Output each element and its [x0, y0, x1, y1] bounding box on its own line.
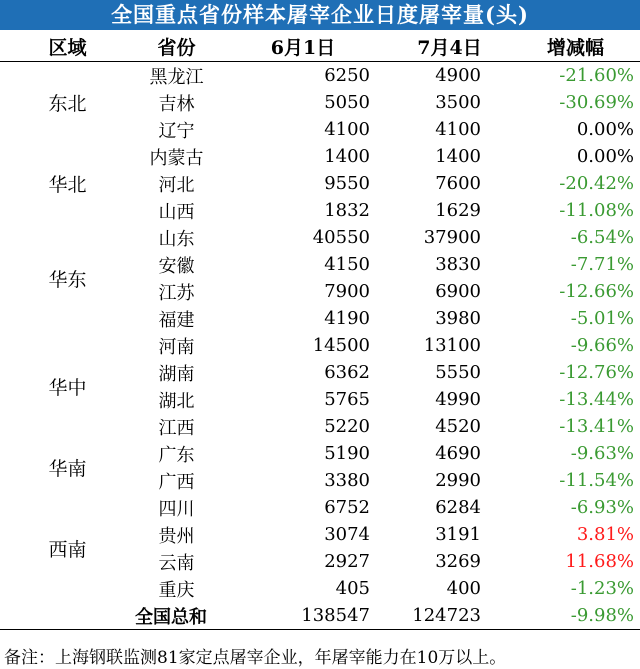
header-row	[0, 32, 640, 62]
jun1-cell: 3074	[324, 524, 370, 545]
province-cell: 内蒙古	[149, 147, 204, 169]
jun1-cell: 6362	[324, 362, 370, 383]
region-cell: 华北	[48, 174, 87, 196]
jul4-cell: 400	[446, 578, 481, 599]
jun1-cell: 1832	[324, 200, 370, 221]
province-cell: 云南	[158, 552, 195, 574]
province-cell: 安徽	[158, 255, 195, 277]
region-cell: 华东	[48, 268, 87, 291]
total-change: -9.98%	[511, 602, 640, 630]
jul4-cell: 1629	[435, 200, 481, 221]
jun1-cell: 3380	[324, 470, 370, 491]
jun1-cell: 1400	[324, 146, 370, 167]
jun1-cell: 7900	[324, 281, 370, 302]
jul4-cell: 3500	[435, 92, 481, 113]
province-cell: 广西	[158, 471, 195, 493]
table-row	[0, 224, 640, 251]
change-cell: -11.08%	[559, 200, 634, 221]
jul4-cell: 3269	[435, 551, 481, 572]
total-jun1: 138547	[218, 602, 388, 630]
jul4-cell: 3980	[435, 308, 481, 329]
jul4-cell: 2990	[435, 470, 481, 491]
province-cell: 重庆	[158, 579, 195, 601]
total-jul4: 124723	[388, 602, 511, 630]
jul4-cell: 4900	[435, 65, 481, 86]
change-cell: 0.00%	[576, 119, 634, 140]
jun1-cell: 4150	[324, 254, 370, 275]
header-province: 省份	[135, 32, 218, 62]
jul4-cell: 4100	[435, 119, 481, 140]
province-cell: 吉林	[158, 93, 195, 115]
jul4-cell: 13100	[423, 335, 481, 356]
change-cell: -9.63%	[570, 443, 634, 464]
region-cell: 华南	[48, 457, 87, 480]
jun1-cell: 4190	[324, 308, 370, 329]
change-cell: -5.01%	[570, 308, 634, 329]
change-cell: -11.54%	[559, 470, 634, 491]
province-cell: 黑龙江	[149, 66, 204, 88]
header-jul4: 7月4日	[388, 32, 511, 62]
jul4-cell: 3830	[435, 254, 481, 275]
jul4-cell: 5550	[435, 362, 481, 383]
change-cell: -20.42%	[559, 173, 634, 194]
jul4-cell: 6284	[435, 497, 481, 518]
header-change: 增减幅	[511, 32, 640, 62]
province-cell: 山东	[158, 228, 195, 250]
change-cell: -13.41%	[559, 416, 634, 437]
table-title: 全国重点省份样本屠宰企业日度屠宰量(头)	[0, 0, 640, 30]
jul4-cell: 4990	[435, 389, 481, 410]
change-cell: 11.68%	[565, 551, 634, 572]
header-region: 区域	[0, 32, 135, 62]
jun1-cell: 9550	[324, 173, 370, 194]
jun1-cell: 5190	[324, 443, 370, 464]
jun1-cell: 5220	[324, 416, 370, 437]
province-cell: 贵州	[158, 525, 195, 547]
change-cell: -6.54%	[570, 227, 634, 248]
province-cell: 福建	[158, 309, 195, 331]
jun1-cell: 5765	[324, 389, 370, 410]
change-cell: -9.66%	[570, 335, 634, 356]
total-row	[0, 602, 640, 630]
jun1-cell: 6250	[324, 65, 370, 86]
footnote: 备注：上海钢联监测81家定点屠宰企业，年屠宰能力在10万以上。	[4, 648, 507, 668]
province-cell: 辽宁	[158, 120, 195, 142]
change-cell: -30.69%	[559, 92, 634, 113]
change-cell: -7.71%	[570, 254, 634, 275]
change-cell: 0.00%	[576, 146, 634, 167]
jul4-cell: 4690	[435, 443, 481, 464]
province-cell: 山西	[158, 201, 195, 223]
region-cell: 东北	[48, 93, 87, 115]
jul4-cell: 37900	[423, 227, 481, 248]
jun1-cell: 6752	[324, 497, 370, 518]
region-cell: 华中	[48, 376, 87, 399]
jun1-cell: 405	[335, 578, 370, 599]
jun1-cell: 14500	[312, 335, 370, 356]
province-cell: 四川	[158, 498, 195, 520]
province-cell: 湖南	[158, 363, 195, 385]
jul4-cell: 1400	[435, 146, 481, 167]
change-cell: -13.44%	[559, 389, 634, 410]
total-label: 全国总和	[135, 602, 218, 630]
jun1-cell: 4100	[324, 119, 370, 140]
province-cell: 湖北	[158, 390, 195, 412]
province-cell: 江苏	[158, 282, 195, 304]
table-row	[0, 494, 640, 521]
change-cell: -12.76%	[559, 362, 634, 383]
table-row	[0, 143, 640, 170]
change-cell: -1.23%	[570, 578, 634, 599]
province-cell: 广东	[158, 444, 195, 466]
province-cell: 河南	[158, 336, 195, 358]
change-cell: -21.60%	[559, 65, 634, 86]
jun1-cell: 5050	[324, 92, 370, 113]
change-cell: -12.66%	[559, 281, 634, 302]
table-row	[0, 332, 640, 359]
province-cell: 江西	[158, 417, 195, 439]
jul4-cell: 3191	[435, 524, 481, 545]
region-cell: 西南	[48, 538, 87, 561]
province-cell: 河北	[158, 174, 195, 196]
change-cell: 3.81%	[576, 524, 634, 545]
change-cell: -6.93%	[570, 497, 634, 518]
jul4-cell: 6900	[435, 281, 481, 302]
table-row	[0, 62, 640, 90]
jun1-cell: 2927	[324, 551, 370, 572]
jun1-cell: 40550	[312, 227, 370, 248]
slaughter-table	[0, 32, 640, 630]
jul4-cell: 7600	[435, 173, 481, 194]
header-jun1: 6月1日	[218, 32, 388, 62]
jul4-cell: 4520	[435, 416, 481, 437]
table-row	[0, 440, 640, 467]
